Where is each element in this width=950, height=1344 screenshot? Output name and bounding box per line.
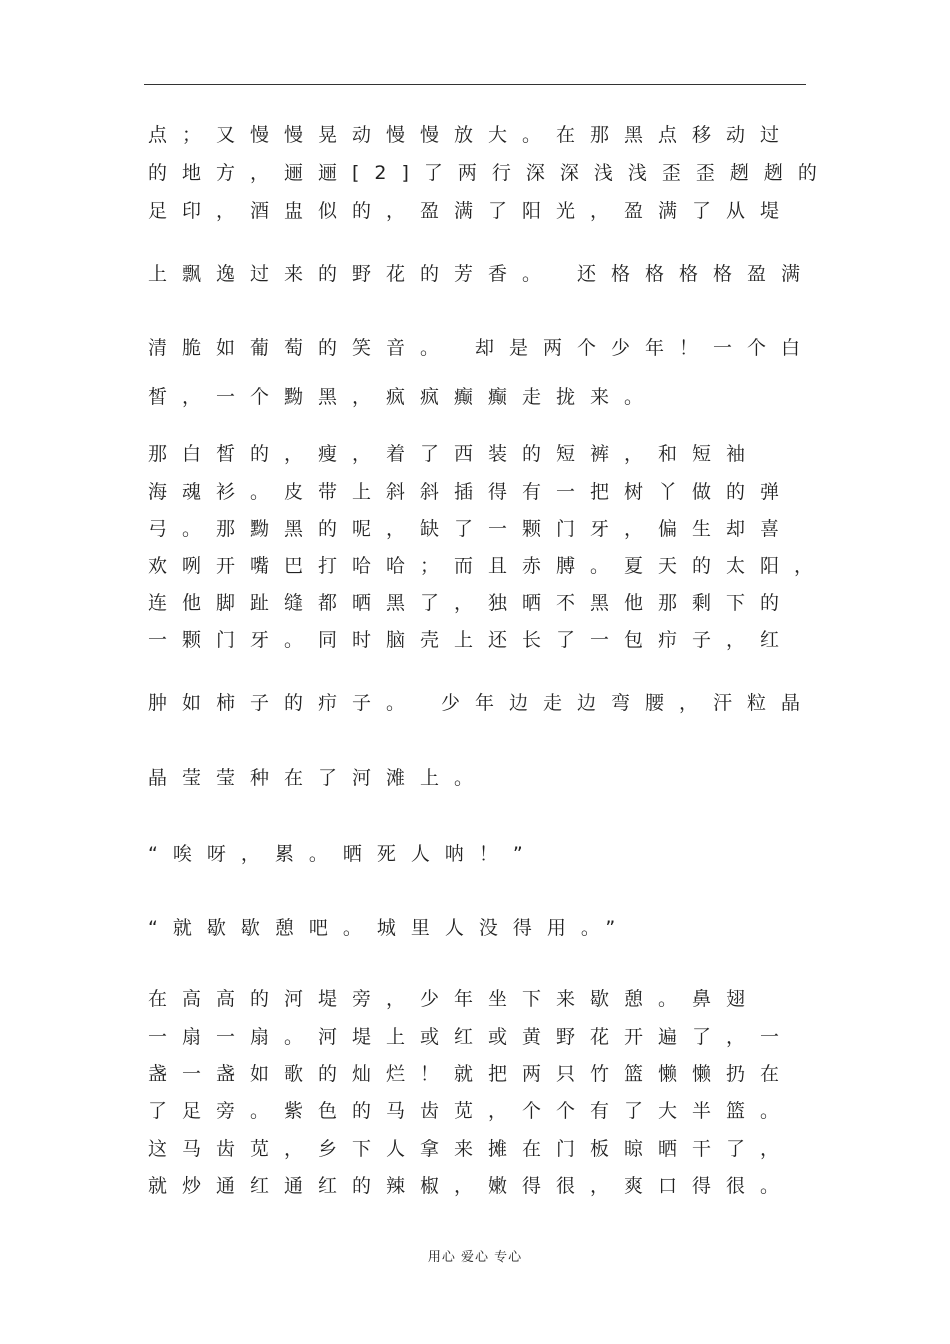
text-line-19: 盏一盏如歌的灿烂！就把两只竹篮懒懒扔在 [148, 1063, 795, 1085]
text-line-4: 上飘逸过来的野花的芳香。 还格格格格盈满 [148, 263, 816, 285]
header-rule [144, 84, 806, 85]
text-line-1: 点；又慢慢晃动慢慢放大。在那黑点移动过 [148, 124, 795, 146]
text-line-13: 肿如柿子的疖子。 少年边走边弯腰，汗粒晶 [148, 692, 816, 714]
text-line-11: 连他脚趾缝都晒黑了，独晒不黑他那剩下的 [148, 592, 795, 614]
text-line-21: 这马齿苋，乡下人拿来摊在门板晾晒干了， [148, 1138, 795, 1160]
text-line-3: 足印，酒盅似的，盈满了阳光，盈满了从堤 [148, 200, 795, 222]
page-footer: 用心 爱心 专心 [427, 1250, 523, 1265]
text-line-12: 一颗门牙。同时脑壳上还长了一包疖子，红 [148, 629, 795, 651]
dialogue-line-2: “就歇歇憩吧。城里人没得用。” [148, 917, 631, 939]
text-line-18: 一扇一扇。河堤上或红或黄野花开遍了，一 [148, 1026, 795, 1048]
text-line-6: 皙，一个黝黑，疯疯癫癫走拢来。 [148, 386, 659, 408]
text-line-17: 在高高的河堤旁，少年坐下来歇憩。鼻翅 [148, 988, 761, 1010]
text-line-8: 海魂衫。皮带上斜斜插得有一把树丫做的弹 [148, 481, 795, 503]
dialogue-line-1: “唉呀，累。晒死人呐！” [148, 843, 538, 865]
text-line-22: 就炒通红通红的辣椒，嫩得很，爽口得很。 [148, 1175, 795, 1197]
text-line-14: 晶莹莹种在了河滩上。 [148, 767, 489, 789]
text-line-9: 弓。那黝黑的呢，缺了一颗门牙，偏生却喜 [148, 518, 795, 540]
text-line-2: 的地方，逦逦[2]了两行深深浅浅歪歪趔趔的 [148, 162, 832, 184]
text-line-10: 欢咧开嘴巴打哈哈；而且赤膊。夏天的太阳， [148, 555, 829, 577]
text-line-7: 那白皙的，瘦，着了西装的短裤，和短袖 [148, 443, 761, 465]
text-line-5: 清脆如葡萄的笑音。 却是两个少年！一个白 [148, 337, 816, 359]
text-line-20: 了足旁。紫色的马齿苋，个个有了大半篮。 [148, 1100, 795, 1122]
